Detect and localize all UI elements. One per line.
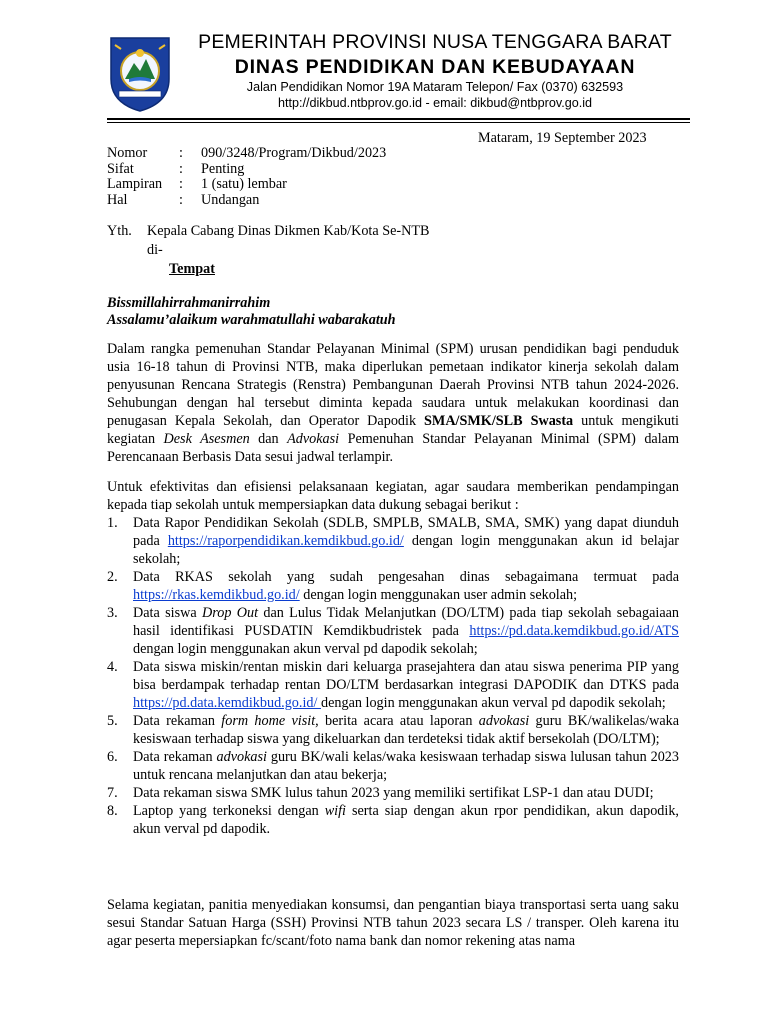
list-number: 7. xyxy=(107,785,118,801)
paragraph-italic: Desk Asesmen xyxy=(163,431,250,447)
meta-key: Nomor xyxy=(107,145,148,161)
rapor-link[interactable]: https://raporpendidikan.kemdikbud.go.id/ xyxy=(167,533,404,549)
paragraph-logistics: Selama kegiatan, panitia menyediakan konsumsi, dan pengantian biaya transportasi serta uang saku sesui Standar Satuan Harga (SSH) Provinsi NTB tahun 2023 secara LS / transper. Oleh karena itu agar peserta mepersiapkan fc/scant/foto nama bank dan nomor rekening atas nama xyxy=(107,897,679,949)
meta-key: Hal xyxy=(107,191,128,208)
greeting xyxy=(107,294,396,328)
ats-link[interactable]: https://pd.data.kemdikbud.go.id/ATS xyxy=(469,623,679,639)
meta-colon: : xyxy=(179,176,183,192)
paragraph-text: Pemenuhan Standar Pelayanan Minimal (SPM) dalam Perencanaan Berbasis Data sesui jadwal terlampir. xyxy=(107,431,680,465)
letterhead-contact: http://dikbud.ntbprov.go.id - email: dikbud@ntbprov.go.id xyxy=(277,95,593,110)
list-text: Data siswa miskin/rentan miskin dari keluarga prasejahtera dan atau siswa penerima PIP yang bisa berdampak terhadap rentan DO/LTM berdasarkan integrasi DAPODIK dan DTKS pada xyxy=(133,659,679,693)
list-item xyxy=(107,604,679,658)
list-text: dengan login menggunakan user admin sekolah; xyxy=(299,587,578,603)
meta-row-lampiran xyxy=(107,177,386,193)
rkas-link[interactable]: https://rkas.kemdikbud.go.id/ xyxy=(133,587,300,603)
paragraph-requirements: Untuk efektivitas dan efisiensi pelaksanaan kegiatan, agar saudara memberikan pendampingan kepada tiap sekolah untuk mempersiapkan data dukung sebagai berikut : xyxy=(107,479,679,513)
meta-row-sifat xyxy=(107,162,386,178)
list-number: 5. xyxy=(107,713,118,729)
meta-value: Undangan xyxy=(201,191,260,208)
list-text: Laptop yang terkoneksi dengan xyxy=(133,803,325,819)
paragraph-italic: Advokasi xyxy=(287,431,340,447)
list-text: Data rekaman xyxy=(133,749,217,765)
meta-colon: : xyxy=(179,191,183,208)
list-number: 1. xyxy=(107,515,118,531)
letterhead-agency: DINAS PENDIDIKAN DAN KEBUDAYAAN xyxy=(234,56,636,78)
ntb-emblem-logo xyxy=(107,35,173,113)
list-number: 4. xyxy=(107,659,118,675)
greeting-basmalah: Bissmillahirrahmanirrahim xyxy=(107,295,271,311)
letterhead-address: Jalan Pendidikan Nomor 19A Mataram Telepon/ Fax (0370) 632593 xyxy=(246,80,624,94)
list-italic: advokasi xyxy=(216,749,267,765)
recipient xyxy=(107,222,430,240)
list-italic: Drop Out xyxy=(201,605,259,621)
letterhead-rule-thin xyxy=(107,122,690,123)
list-text: dengan login menggunakan akun id belajar sekolah; xyxy=(133,533,679,567)
meta-row-hal xyxy=(107,193,386,209)
list-text: Data Rapor Pendidikan Sekolah (SDLB, SMPLB, SMALB, SMA, SMK) yang dapat diunduh pada xyxy=(133,515,679,549)
meta-row-nomor xyxy=(107,146,386,162)
letter-date: Mataram, 19 September 2023 xyxy=(478,130,647,146)
meta-colon: : xyxy=(179,145,183,161)
list-text: dan Lulus Tidak Melanjutkan (DO/LTM) pada tiap sekolah sebagaiaan hasil identifikasi PUSDATIN Kemdikbudristek pada xyxy=(133,605,680,639)
pd-data-link[interactable]: https://pd.data.kemdikbud.go.id/ xyxy=(133,695,321,711)
paragraph-intro xyxy=(107,340,679,466)
list-italic: advokasi xyxy=(478,713,530,729)
list-text: dengan login menggunakan akun verval pd dapodik sekolah; xyxy=(133,641,478,657)
meta-value: Penting xyxy=(201,160,245,177)
recipient-name: Kepala Cabang Dinas Dikmen Kab/Kota Se-NTB xyxy=(147,223,430,239)
meta-value: 090/3248/Program/Dikbud/2023 xyxy=(201,145,387,161)
list-item xyxy=(107,658,679,712)
list-item xyxy=(107,568,679,604)
list-item xyxy=(107,748,679,784)
letter-meta xyxy=(107,146,386,208)
recipient-label: Yth. xyxy=(107,223,132,239)
meta-key: Sifat xyxy=(107,160,134,177)
meta-value: 1 (satu) lembar xyxy=(201,176,287,192)
list-text: Data rekaman siswa SMK lulus tahun 2023 yang memiliki sertifikat LSP-1 dan atau DUDI; xyxy=(133,785,654,801)
list-item xyxy=(107,514,679,568)
paragraph-text: untuk mengikuti kegiatan xyxy=(107,413,679,447)
list-text: Data rekaman xyxy=(133,713,222,729)
list-number: 6. xyxy=(107,749,118,765)
list-text: dengan login menggunakan akun verval pd dapodik sekolah; xyxy=(320,695,666,711)
letterhead xyxy=(180,30,690,111)
list-text: serta siap dengan akun rpor pendidikan, akun dapodik, akun verval pd dapodik. xyxy=(133,803,679,837)
requirements-list xyxy=(107,514,679,838)
list-item xyxy=(107,802,679,838)
paragraph-text: dan xyxy=(249,431,288,447)
meta-colon: : xyxy=(179,160,183,177)
paragraph-text: Dalam rangka pemenuhan Standar Pelayanan Minimal (SPM) urusan pendidikan bagi penduduk usia 16-18 tahun di Provinsi NTB, maka diperlukan pemetaan indikator kinerja sekolah dalam penyusunan Rencana Strategis (Renstra) Pembangunan Daerah Provinsi NTB tahun 2024-2026. Sehubungan dengan hal tersebut diminta kepada saudara untuk melakukan koordinasi dan penugasan Kepala Sekolah, dan Operator Dapodik xyxy=(107,341,679,429)
meta-key: Lampiran xyxy=(107,176,163,192)
list-item xyxy=(107,712,679,748)
paragraph-bold: SMA/SMK/SLB Swasta xyxy=(424,413,574,429)
recipient-di: di- xyxy=(147,242,163,258)
list-number: 8. xyxy=(107,803,118,819)
letterhead-rule-thick xyxy=(107,118,690,120)
list-number: 2. xyxy=(107,569,118,585)
list-text: Data siswa xyxy=(133,605,202,621)
list-italic: wifi xyxy=(324,803,346,819)
list-item xyxy=(107,784,679,802)
list-text: Data RKAS sekolah yang sudah pengesahan dinas sebagaimana termuat pada xyxy=(133,569,679,585)
recipient-place: Tempat xyxy=(169,261,215,277)
list-italic: form home visit xyxy=(221,713,316,729)
list-text: , berita acara atau laporan xyxy=(315,713,479,729)
list-number: 3. xyxy=(107,605,118,621)
list-text: guru BK/walikelas/waka kesiswaan terhadap siswa yang dikeluarkan dan terdeteksi tidak aktif bersekolah (DO/LTM); xyxy=(133,713,680,747)
greeting-salam: Assalamu’alaikum warahmatullahi wabarakatuh xyxy=(107,312,396,328)
list-text: guru BK/wali kelas/waka kesiswaan terhadap siswa lulusan tahun 2023 untuk rencana melanjutkan dan atau bekerja; xyxy=(133,749,679,783)
letterhead-government: PEMERINTAH PROVINSI NUSA TENGGARA BARAT xyxy=(198,31,672,53)
